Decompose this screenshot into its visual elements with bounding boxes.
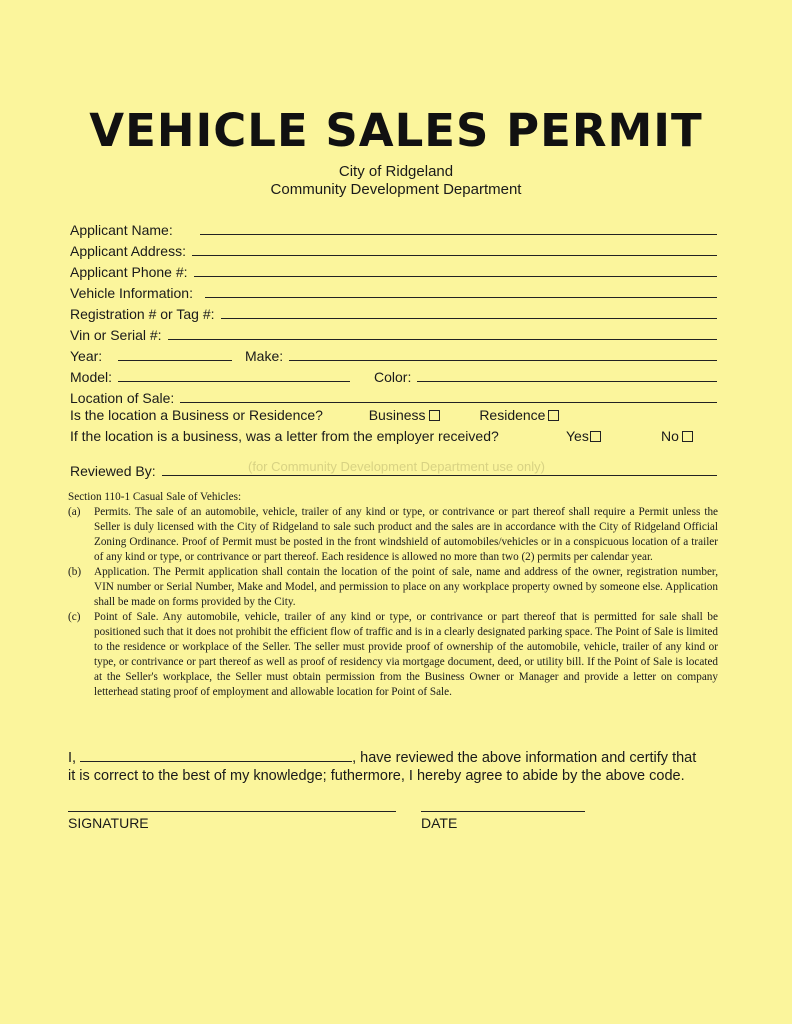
applicant-name-field[interactable] (200, 220, 717, 235)
certify-suffix: , have reviewed the above information and certify that (352, 750, 697, 766)
date-line[interactable] (421, 810, 585, 812)
applicant-phone-row (70, 260, 717, 280)
certification-statement (68, 748, 718, 785)
legal-item-a: (a) Permits. The sale of an automobile, vehicle, trailer of any kind or type, or contrivance or part thereof shall require a Permit unless the Seller is duly licensed with the City of Ridgeland to sale such product and the sales are in accordance with the City of Ridgeland Official Zoning Ordinance. Proof of Permit must be posted in the front windshield of automobiles/vehicles or in a conspicuous location of a trailer of any kind or type, or contrivance or part thereof. Each residence is allowed no more than two (2) permits per calendar year. (68, 506, 718, 563)
location-type-question-text: Is the location a Business or Residence? (70, 407, 323, 423)
vehicle-information-row (70, 281, 717, 301)
model-color-row (70, 365, 717, 385)
signature-label: SIGNATURE (68, 815, 149, 831)
model-label: Model: (70, 369, 113, 385)
year-field[interactable] (118, 346, 232, 361)
legal-section (68, 490, 718, 700)
applicant-name-row (70, 218, 717, 238)
signature-line[interactable] (68, 810, 396, 812)
applicant-address-field[interactable] (192, 241, 717, 256)
business-option-label: Business (368, 407, 426, 423)
model-field[interactable] (118, 367, 350, 382)
yes-option-label: Yes (566, 428, 589, 444)
make-field[interactable] (289, 346, 717, 361)
office-use-watermark: (for Community Development Department use only) (248, 459, 545, 474)
city-name: City of Ridgeland (338, 163, 454, 180)
business-checkbox[interactable] (429, 410, 440, 421)
color-label: Color: (374, 369, 412, 385)
certify-prefix: I, (68, 750, 77, 766)
make-label: Make: (245, 348, 284, 364)
legal-item-c: (c) Point of Sale. Any automobile, vehicle, trailer of any kind or type, or contrivance or part thereof that is permitted for sale shall be positioned such that it does not prohibit the efficient flow of traffic and is in a clearly designated parking space. The Point of Sale is limited to the residence or workplace of the Seller. The seller must provide proof of ownership of the automobile, vehicle, trailer of any kind or type, or contrivance or part thereof as well as proof of residency via mortgage document, deed, or utility bill. If the Point of Sale is located at the Seller's workplace, the Seller must obtain permission from the Business Owner or Manager and provide a letter on company letterhead stating proof of employment and allowable location for Point of Sale. (68, 611, 718, 698)
location-label: Location of Sale: (70, 390, 175, 406)
no-checkbox[interactable] (682, 431, 693, 442)
vin-field[interactable] (168, 325, 717, 340)
applicant-phone-label: Applicant Phone #: (70, 264, 188, 280)
location-type-question (70, 407, 559, 423)
registration-field[interactable] (221, 304, 718, 319)
no-option (661, 428, 693, 444)
year-make-row (70, 344, 717, 364)
letter-question (70, 428, 499, 444)
yes-option (566, 428, 601, 444)
location-row (70, 386, 717, 406)
color-field[interactable] (417, 367, 717, 382)
certify-name-field[interactable] (80, 748, 352, 762)
registration-label: Registration # or Tag #: (70, 306, 215, 322)
vin-label: Vin or Serial #: (70, 327, 162, 343)
year-label: Year: (70, 348, 103, 364)
date-label: DATE (421, 815, 458, 831)
residence-checkbox[interactable] (548, 410, 559, 421)
no-option-label: No (661, 428, 679, 444)
registration-row (70, 302, 717, 322)
applicant-phone-field[interactable] (194, 262, 717, 277)
form-title: VEHICLE SALES PERMIT (89, 104, 703, 157)
residence-option-label: Residence (479, 407, 546, 423)
applicant-address-label: Applicant Address: (70, 243, 186, 259)
letter-question-text: If the location is a business, was a letter from the employer received? (70, 428, 499, 444)
department-name: Community Development Department (270, 181, 522, 198)
reviewed-by-label: Reviewed By: (70, 463, 156, 479)
section-heading: Section 110-1 Casual Sale of Vehicles: (68, 491, 242, 503)
yes-checkbox[interactable] (590, 431, 601, 442)
vehicle-information-field[interactable] (205, 283, 717, 298)
applicant-name-label: Applicant Name: (70, 222, 173, 238)
vehicle-information-label: Vehicle Information: (70, 285, 193, 301)
location-field[interactable] (180, 388, 717, 403)
legal-item-b: (b) Application. The Permit application shall contain the location of the point of sale, name and address of the owner, registration number, VIN number or Serial Number, Make and Model, and permission to place on any workplace property owned by someone else. Application shall be made on forms provided by the City. (68, 566, 718, 608)
certify-line2: it is correct to the best of my knowledge; futhermore, I hereby agree to abide by the above code. (68, 768, 685, 784)
vin-row (70, 323, 717, 343)
applicant-address-row (70, 239, 717, 259)
